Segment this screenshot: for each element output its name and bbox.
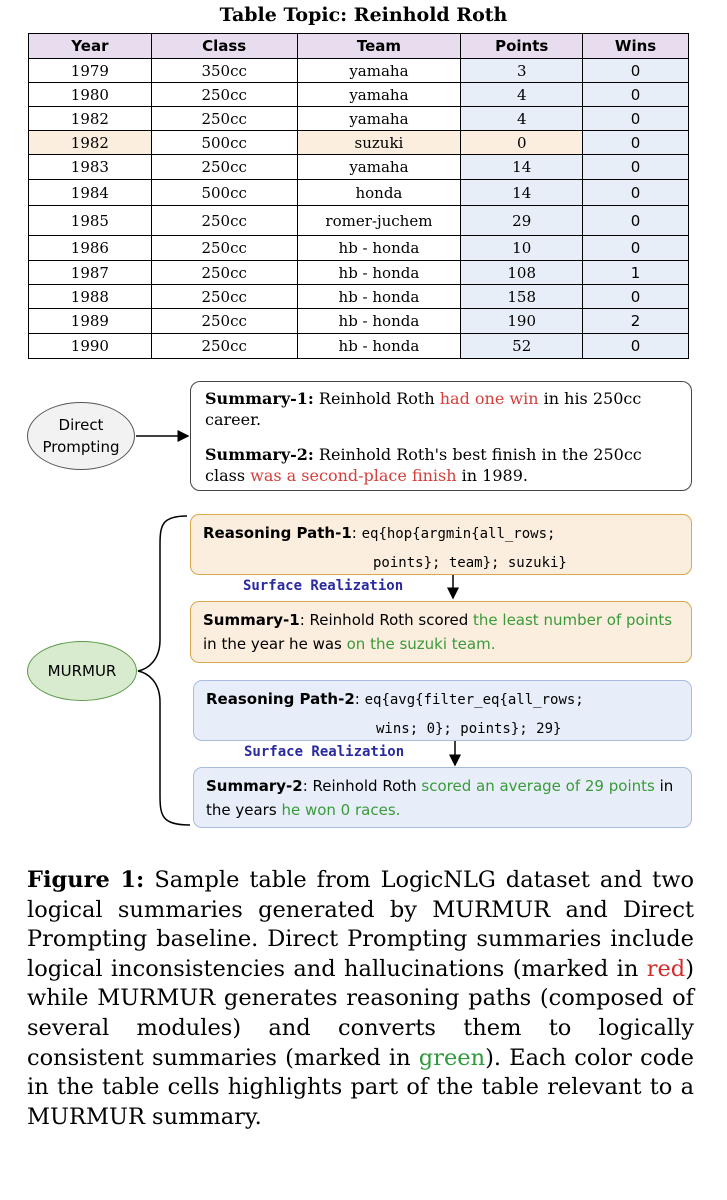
- cell: 250cc: [151, 309, 297, 334]
- surface-realization-2: Surface Realization: [244, 744, 405, 760]
- hallucination-text: had one win: [439, 389, 539, 408]
- cell: 14: [461, 180, 583, 206]
- cell: hb - honda: [297, 334, 461, 359]
- cell: 190: [461, 309, 583, 334]
- table-row: [29, 334, 689, 359]
- cell: 0: [583, 83, 689, 107]
- direct-prompting-summaries: [190, 381, 692, 491]
- cell: yamaha: [297, 155, 461, 180]
- cell: 10: [461, 236, 583, 261]
- cell: romer-juchem: [297, 206, 461, 236]
- cell: 250cc: [151, 83, 297, 107]
- col-team: Team: [297, 34, 461, 59]
- table-row: [29, 59, 689, 83]
- table-row: [29, 309, 689, 334]
- cell: 0: [583, 236, 689, 261]
- table-row: [29, 206, 689, 236]
- cell: 1980: [29, 83, 152, 107]
- cell: 0: [583, 285, 689, 309]
- table-row: [29, 155, 689, 180]
- table-row: [29, 83, 689, 107]
- col-class: Class: [151, 34, 297, 59]
- cell: 1979: [29, 59, 152, 83]
- cell: 500cc: [151, 180, 297, 206]
- cell: 4: [461, 83, 583, 107]
- cell: 0: [583, 180, 689, 206]
- table-row: [29, 285, 689, 309]
- cell: 0: [583, 59, 689, 83]
- murmur-summary-1: Summary-1: Reinhold Roth scored the least number of points in the year he was on the suzuki team.: [190, 601, 692, 663]
- cell: 500cc: [151, 131, 297, 155]
- cell: 0: [583, 107, 689, 131]
- cell: 350cc: [151, 59, 297, 83]
- cell: honda: [297, 180, 461, 206]
- col-points: Points: [461, 34, 583, 59]
- direct-summary-2: Summary-2: Reinhold Roth's best finish in the 250cc class was a second-place finish in 1989.: [205, 445, 642, 485]
- table-row: [29, 236, 689, 261]
- cell: 0: [461, 131, 583, 155]
- col-year: Year: [29, 34, 152, 59]
- reasoning-path-1: Reasoning Path-1: eq{hop{argmin{all_rows; points}; team}; suzuki}: [190, 514, 692, 575]
- cell: 1990: [29, 334, 152, 359]
- figure-caption: Figure 1: Sample table from LogicNLG dataset and two logical summaries generated by MURMUR and Direct Prompting baseline. Direct Prompting summaries include logical inconsistencies and hallucinations (marked in red) while MURMUR generates reasoning paths (composed of several modules) and converts them to logically consistent summaries (marked in green). Each color code in the table cells highlights part of the table relevant to a MURMUR summary.: [27, 867, 695, 1130]
- cell: 1982: [29, 107, 152, 131]
- table-header-row: [29, 34, 689, 59]
- cell: 250cc: [151, 334, 297, 359]
- cell: 0: [583, 155, 689, 180]
- cell: hb - honda: [297, 285, 461, 309]
- cell: 29: [461, 206, 583, 236]
- cell: 1988: [29, 285, 152, 309]
- surface-realization-1: Surface Realization: [243, 578, 404, 594]
- cell: 3: [461, 59, 583, 83]
- cell: 250cc: [151, 236, 297, 261]
- cell: yamaha: [297, 83, 461, 107]
- murmur-brace: [138, 516, 190, 825]
- cell: 108: [461, 261, 583, 285]
- cell: 1987: [29, 261, 152, 285]
- cell: 0: [583, 206, 689, 236]
- cell: 1984: [29, 180, 152, 206]
- cell: hb - honda: [297, 261, 461, 285]
- cell: 1: [583, 261, 689, 285]
- data-table: [28, 33, 689, 359]
- cell: 1983: [29, 155, 152, 180]
- cell: 14: [461, 155, 583, 180]
- cell: 4: [461, 107, 583, 131]
- direct-prompting-node: [27, 402, 135, 470]
- cell: 2: [583, 309, 689, 334]
- table-row: [29, 180, 689, 206]
- cell: yamaha: [297, 107, 461, 131]
- cell: 158: [461, 285, 583, 309]
- cell: hb - honda: [297, 309, 461, 334]
- cell: 250cc: [151, 155, 297, 180]
- direct-summary-1: Summary-1: Reinhold Roth had one win in his 250cc career.: [205, 389, 642, 429]
- murmur-node: MURMUR: [27, 641, 137, 701]
- cell: 0: [583, 131, 689, 155]
- direct-label-line1: Direct: [58, 416, 104, 434]
- hallucination-text: was a second-place finish: [250, 466, 457, 485]
- cell: 1986: [29, 236, 152, 261]
- cell: hb - honda: [297, 236, 461, 261]
- cell: 1985: [29, 206, 152, 236]
- table-row-highlighted: [29, 131, 689, 155]
- murmur-summary-2: Summary-2: Reinhold Roth scored an average of 29 points in the years he won 0 races.: [193, 767, 692, 828]
- cell: 1982: [29, 131, 152, 155]
- cell: yamaha: [297, 59, 461, 83]
- col-wins: Wins: [583, 34, 689, 59]
- cell: 250cc: [151, 285, 297, 309]
- cell: 250cc: [151, 261, 297, 285]
- cell: 1989: [29, 309, 152, 334]
- cell: 250cc: [151, 206, 297, 236]
- table-row: [29, 261, 689, 285]
- cell: 250cc: [151, 107, 297, 131]
- direct-label-line2: Prompting: [42, 438, 120, 456]
- table-title: Table Topic: Reinhold Roth: [219, 4, 508, 26]
- table-row: [29, 107, 689, 131]
- cell: suzuki: [297, 131, 461, 155]
- reasoning-path-2: Reasoning Path-2: eq{avg{filter_eq{all_rows; wins; 0}; points}; 29}: [193, 680, 692, 741]
- cell: 0: [583, 334, 689, 359]
- cell: 52: [461, 334, 583, 359]
